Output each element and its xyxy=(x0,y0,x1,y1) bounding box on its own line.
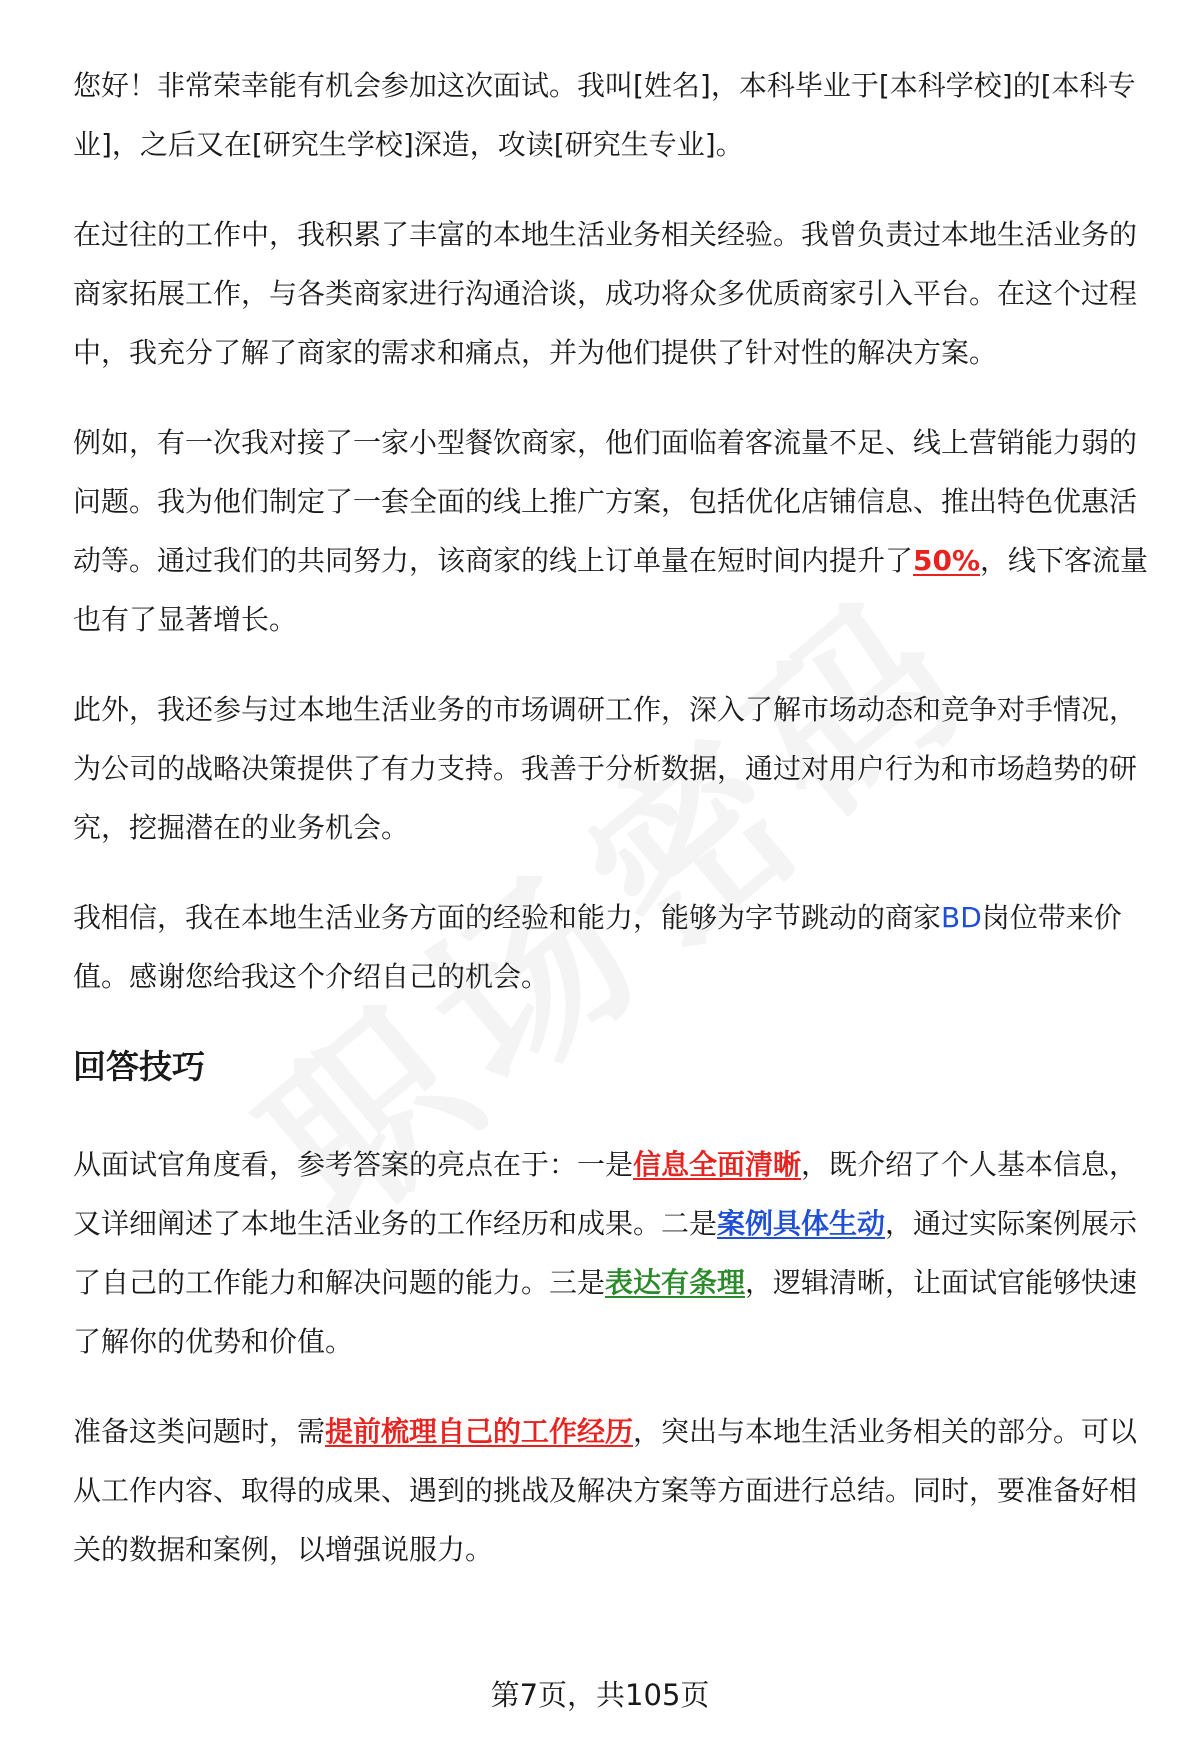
paragraph-intro: 您好！非常荣幸能有机会参加这次面试。我叫[姓名]，本科毕业于[本科学校]的[本科专业]，之后又在[研究生学校]深造，攻读[研究生专业]。 xyxy=(73,69,1136,161)
tips-paragraph-highlights xyxy=(73,1135,1153,1371)
paragraph-conclusion-text: 我相信，我在本地生活业务方面的经验和能力，能够为字节跳动的商家 xyxy=(73,901,942,934)
highlight-info-clear: 信息全面清晰 xyxy=(633,1148,802,1181)
tips-text-1: 从面试官角度看，参考答案的亮点在于：一是 xyxy=(73,1148,634,1181)
paragraph-example-tail: ，线下客流量也有了显著增长。 xyxy=(73,544,1149,636)
paragraph-research: 此外，我还参与过本地生活业务的市场调研工作，深入了解市场动态和竞争对手情况，为公司的战略决策提供了有力支持。我善于分析数据，通过对用户行为和市场趋势的研究，挖掘潜在的业务机会。 xyxy=(73,693,1138,844)
prep-text-1: 准备这类问题时，需 xyxy=(73,1415,326,1448)
paragraph-conclusion-tail: 岗位带来价值。感谢您给我这个介绍自己的机会。 xyxy=(73,901,1122,993)
tips-paragraph-preparation xyxy=(73,1402,1153,1579)
paragraph-experience: 在过往的工作中，我积累了丰富的本地生活业务相关经验。我曾负责过本地生活业务的商家拓展工作，与各类商家进行沟通洽谈，成功将众多优质商家引入平台。在这个过程中，我充分了解了商家的需求和痛点，并为他们提供了针对性的解决方案。 xyxy=(73,218,1138,369)
tips-text-4: ，逻辑清晰，让面试官能够快速了解你的优势和价值。 xyxy=(73,1266,1138,1358)
highlight-organized: 表达有条理 xyxy=(605,1266,746,1299)
paragraph-conclusion xyxy=(73,888,1153,1006)
prep-text-2: ，突出与本地生活业务相关的部分。可以从工作内容、取得的成果、遇到的挑战及解决方案等方面进行总结。同时，要准备好相关的数据和案例，以增强说服力。 xyxy=(73,1415,1138,1566)
page-number: 第7页，共105页 xyxy=(490,1678,710,1712)
tips-text-3: ，通过实际案例展示了自己的工作能力和解决问题的能力。三是 xyxy=(73,1207,1138,1299)
highlight-percentage: 50% xyxy=(913,544,981,577)
bd-abbreviation: BD xyxy=(941,901,982,934)
section-heading-tips: 回答技巧 xyxy=(73,1047,205,1086)
document-page xyxy=(73,56,1153,1610)
highlight-case-vivid: 案例具体生动 xyxy=(717,1207,886,1240)
paragraph-example xyxy=(73,413,1153,649)
highlight-sort-experience: 提前梳理自己的工作经历 xyxy=(325,1415,634,1448)
paragraph-example-text: 例如，有一次我对接了一家小型餐饮商家，他们面临着客流量不足、线上营销能力弱的问题。我为他们制定了一套全面的线上推广方案，包括优化店铺信息、推出特色优惠活动等。通过我们的共同努力，该商家的线上订单量在短时间内提升了 xyxy=(73,426,1138,577)
tips-text-2: ，既介绍了个人基本信息，又详细阐述了本地生活业务的工作经历和成果。二是 xyxy=(73,1148,1138,1240)
